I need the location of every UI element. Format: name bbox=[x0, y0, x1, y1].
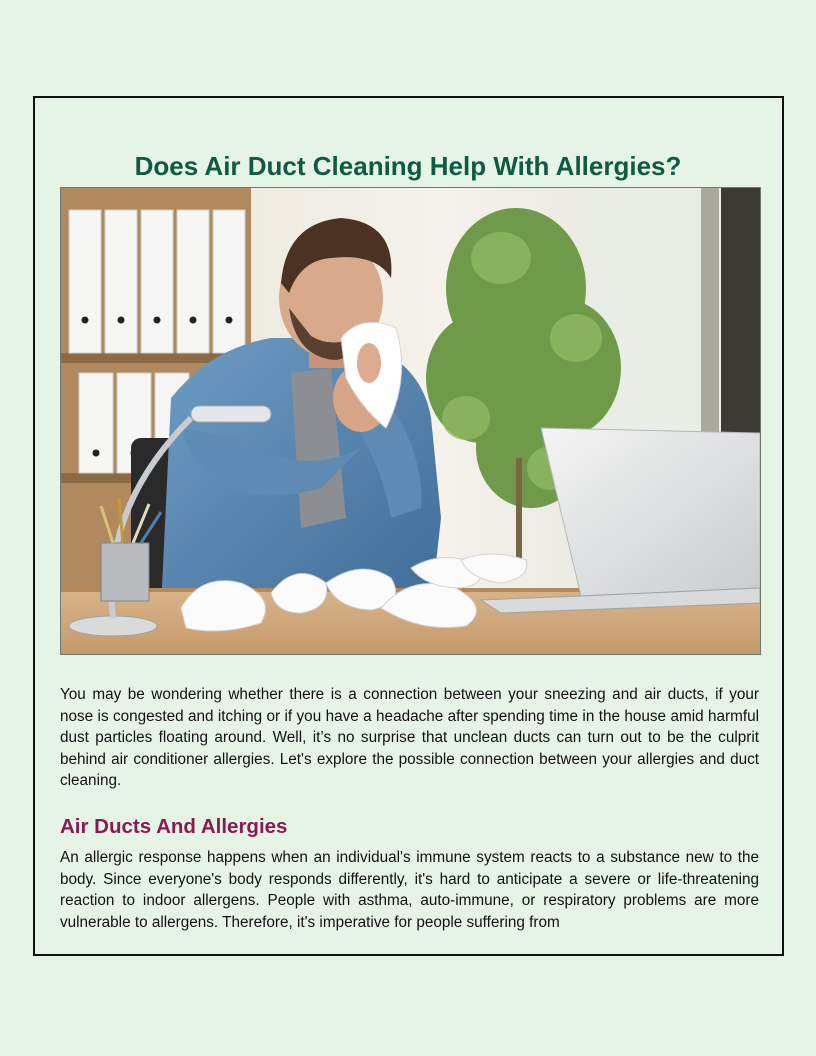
section-body-paragraph: An allergic response happens when an individual's immune system reacts to a substance new to the body. Since everyone's body responds differently, it's hard to anticipate a severe or life-threatening reaction to indoor allergens. People with asthma, auto-immune, or respiratory problems are more vulnerable to allergens. Therefore, it's imperative for people suffering from bbox=[60, 849, 759, 931]
section-heading: Air Ducts And Allergies bbox=[60, 815, 288, 838]
intro-paragraph: You may be wondering whether there is a connection between your sneezing and air ducts, if your nose is congested and itching or if you have a headache after spending time in the house amid harmful dust particles floating around. Well, it’s no surprise that unclean ducts can turn out to be the culprit behind air conditioner allergies. Let's explore the possible connection between your allergies and duct cleaning. bbox=[60, 686, 759, 789]
man-sneezing-photo bbox=[61, 188, 760, 654]
article-photo bbox=[60, 187, 761, 655]
page-title: Does Air Duct Cleaning Help With Allergies? bbox=[134, 151, 682, 181]
